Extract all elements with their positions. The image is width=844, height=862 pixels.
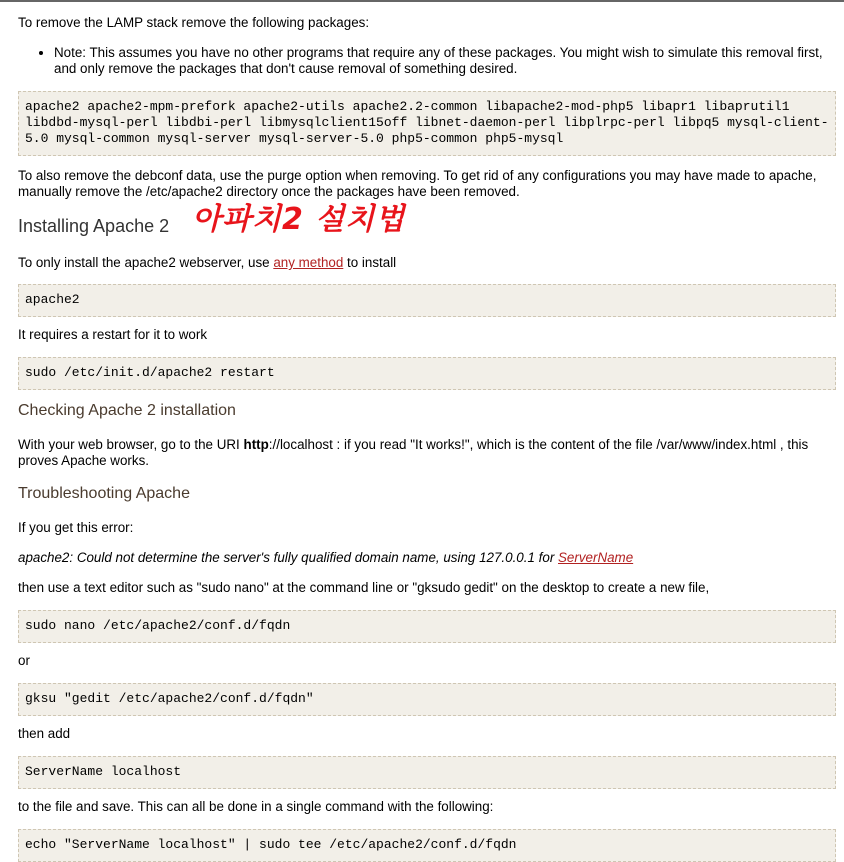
code-block-servername: ServerName localhost bbox=[18, 756, 836, 789]
install-text bbox=[18, 255, 828, 271]
servername-link-text: ServerName bbox=[558, 550, 634, 565]
check-text-pre: With your web browser, go to the URI bbox=[18, 437, 244, 452]
heading-troubleshooting: Troubleshooting Apache bbox=[18, 485, 190, 502]
editor-text: then use a text editor such as "sudo nano" at the command line or "gksudo gedit" on the desktop to create a new file, bbox=[18, 580, 710, 595]
note-list bbox=[18, 45, 844, 77]
code-block-gksu: gksu "gedit /etc/apache2/conf.d/fqdn" bbox=[18, 683, 836, 716]
heading-installing-apache: Installing Apache 2 bbox=[18, 216, 170, 236]
top-border bbox=[0, 0, 844, 2]
purge-text: To also remove the debconf data, use the purge option when removing. To get rid of any configurations you may have made to apache, manually remove the /etc/apache2 directory once the packages have been removed. bbox=[18, 168, 817, 199]
code-block-apache2: apache2 bbox=[18, 284, 836, 317]
install-text-pre: To only install the apache2 webserver, use bbox=[18, 255, 274, 270]
code-block-echo: echo "ServerName localhost" | sudo tee /etc/apache2/conf.d/fqdn bbox=[18, 829, 836, 862]
note-item: • Note: This assumes you have no other programs that require any of these packages. You might wish to simulate this removal first, and only remove the packages that don't cause removal of something desired. bbox=[54, 45, 844, 77]
error-message bbox=[18, 550, 828, 566]
error-message-text: apache2: Could not determine the server's fully qualified domain name, using 127.0.0.1 for bbox=[18, 550, 558, 565]
intro-text: To remove the LAMP stack remove the following packages: bbox=[18, 15, 370, 30]
error-intro-text: If you get this error: bbox=[18, 520, 134, 535]
save-text: to the file and save. This can all be done in a single command with the following: bbox=[18, 799, 494, 814]
servername-link[interactable] bbox=[558, 550, 633, 565]
code-block-restart: sudo /etc/init.d/apache2 restart bbox=[18, 357, 836, 390]
heading-checking-apache: Checking Apache 2 installation bbox=[18, 402, 236, 419]
korean-annotation: 아파치2 설치법 bbox=[192, 202, 406, 237]
check-text-bold: http bbox=[243, 437, 269, 452]
check-text bbox=[18, 437, 828, 469]
then-add-text: then add bbox=[18, 726, 71, 741]
or-text: or bbox=[18, 653, 30, 668]
restart-text: It requires a restart for it to work bbox=[18, 327, 208, 342]
code-block-remove: apache2 apache2-mpm-prefork apache2-utils apache2.2-common libapache2-mod-php5 libapr1 libaprutil1 libdbd-mysql-perl libdbi-perl libmysqlclient15off libnet-daemon-perl libplrpc-perl libpq5 mysql-client-5.0 mysql-common mysql-server mysql-server-5.0 php5-common php5-mysql bbox=[18, 91, 836, 156]
install-text-post: to install bbox=[343, 255, 397, 270]
code-block-nano: sudo nano /etc/apache2/conf.d/fqdn bbox=[18, 610, 836, 643]
check-text-post: ://localhost : if you read "It works!", which is the content of the file /var/www/index.html , this proves Apache works. bbox=[18, 437, 809, 468]
any-method-link[interactable]: any method bbox=[273, 255, 344, 270]
